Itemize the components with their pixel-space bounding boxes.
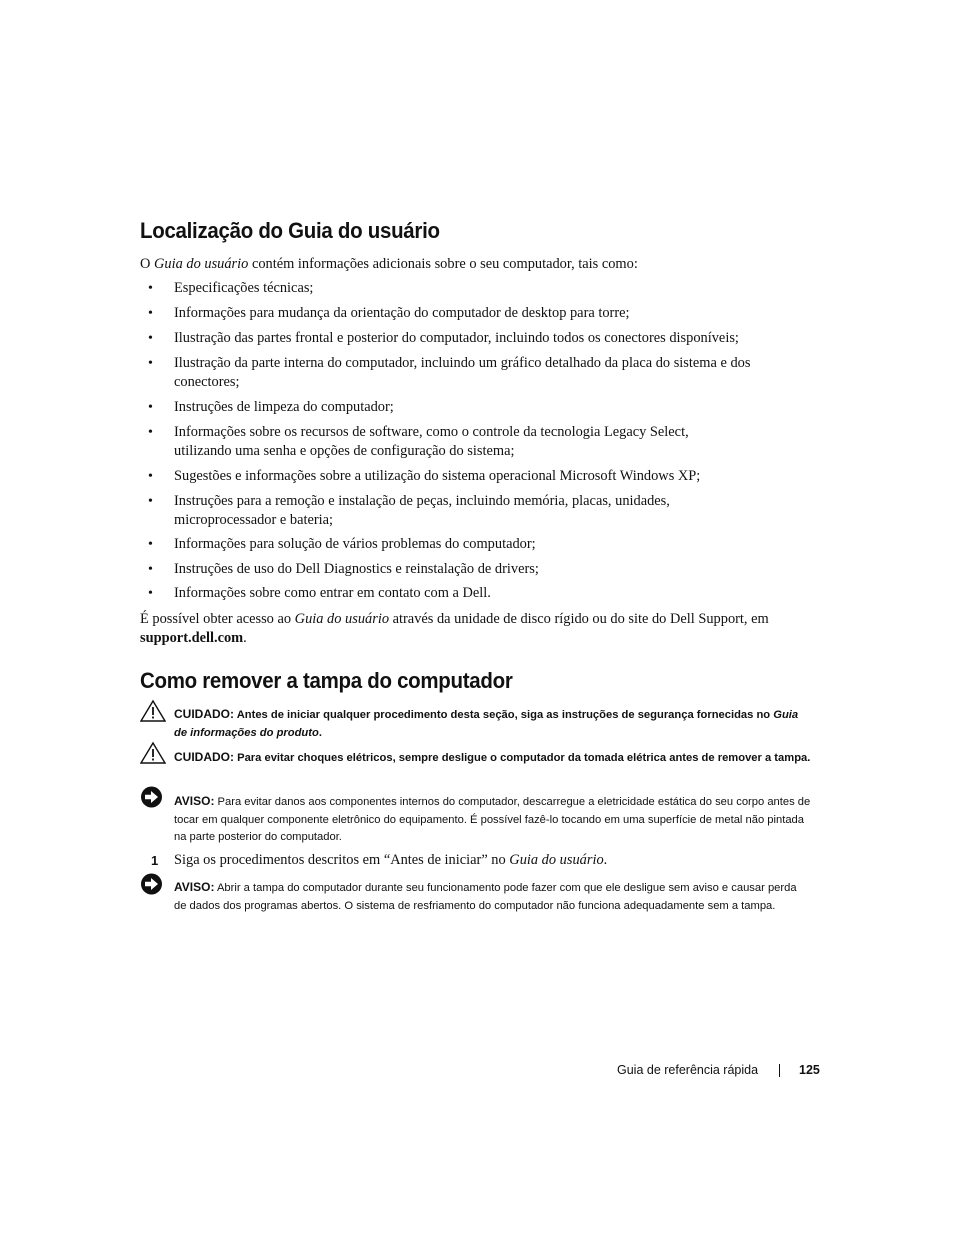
bullet-icon: • (148, 494, 153, 509)
bullet-icon: • (148, 562, 153, 577)
caution-label: CUIDADO: (174, 750, 234, 764)
caution-label: CUIDADO: (174, 707, 234, 721)
step-text (174, 851, 814, 870)
notice-text: Para evitar danos aos componentes internos do computador, descarregue a eletricidade estática do seu corpo antes de tocar em qualquer componente eletrônico do equipamento. É possível fazê-lo tocando em uma superfície de metal não pintada na parte posterior do computador. (174, 796, 811, 843)
list-item: Especificações técnicas; (174, 280, 314, 296)
list-item: Instruções de uso do Dell Diagnostics e reinstalação de drivers; (174, 561, 539, 577)
caution-note-safety (174, 706, 814, 742)
notice-static-discharge (174, 793, 814, 847)
footer-guide-title: Guia de referência rápida (617, 1063, 759, 1077)
page-number: 125 (799, 1063, 820, 1077)
bullet-icon: • (148, 306, 153, 321)
bullet-icon: • (148, 281, 153, 296)
notice-text: Abrir a tampa do computador durante seu funcionamento pode fazer com que ele desligue sem aviso e causar perda de dados dos programas abertos. O sistema de resfriamento do computador não funciona adequadamente sem a tampa. (174, 882, 797, 912)
section-title-remove-cover: Como remover a tampa do computador (140, 668, 513, 693)
closing-guide-title: Guia do usuário (294, 611, 390, 627)
list-item: Sugestões e informações sobre a utilização do sistema operacional Microsoft Windows XP; (174, 468, 701, 484)
list-item: Informações para mudança da orientação do computador de desktop para torre; (174, 305, 630, 321)
closing-post: . (243, 630, 247, 646)
bullet-icon: • (148, 356, 153, 371)
footer-separator (779, 1064, 780, 1077)
caution-note-electric-shock (174, 749, 814, 768)
support-site-link[interactable]: support.dell.com (140, 630, 244, 646)
intro-post: contém informações adicionais sobre o seu computador, tais como: (248, 256, 638, 272)
list-item: Ilustração das partes frontal e posterior do computador, incluindo todos os conectores disponíveis; (174, 330, 739, 346)
step-pre: Siga os procedimentos descritos em “Antes de iniciar” no (174, 852, 510, 868)
notice-label: AVISO: (174, 880, 215, 894)
bullet-icon: • (148, 331, 153, 346)
step-number: 1 (151, 853, 159, 868)
closing-mid: através da unidade de disco rígido ou do site do Dell Support, em (389, 611, 769, 627)
step-guide-title: Guia do usuário (509, 852, 604, 868)
list-item: Informações sobre como entrar em contato com a Dell. (174, 585, 491, 601)
bullet-icon: • (148, 469, 153, 484)
notice-label: AVISO: (174, 794, 215, 808)
bullet-icon: • (148, 425, 153, 440)
intro-pre: O (140, 256, 154, 272)
product-info-guide-title: Guia de informações do produto (174, 709, 799, 739)
notice-arrow-icon (140, 785, 166, 809)
list-item: Ilustração da parte interna do computador, incluindo um gráfico detalhado da placa do sistema e dos conectores; (174, 355, 751, 390)
intro-paragraph (140, 255, 810, 274)
list-item: Informações sobre os recursos de software, como o controle da tecnologia Legacy Select, utilizando uma senha e opções de configuração do sistema; (174, 424, 689, 459)
step-post: . (603, 852, 608, 868)
bullet-icon: • (148, 537, 153, 552)
bullet-icon: • (148, 400, 153, 415)
caution-post: . (318, 726, 322, 739)
caution-text: Antes de iniciar qualquer procedimento desta seção, siga as instruções de segurança fornecidas no (234, 709, 774, 721)
closing-pre: É possível obter acesso ao (140, 611, 295, 627)
caution-triangle-icon (140, 699, 166, 723)
intro-guide-title: Guia do usuário (154, 256, 249, 272)
closing-paragraph (140, 610, 800, 648)
caution-triangle-icon (140, 741, 166, 765)
list-item: Instruções para a remoção e instalação de peças, incluindo memória, placas, unidades, microprocessador e bateria; (174, 493, 670, 528)
list-item: Informações para solução de vários problemas do computador; (174, 536, 536, 552)
caution-text: Para evitar choques elétricos, sempre desligue o computador da tomada elétrica antes de remover a tampa. (234, 752, 811, 764)
notice-cover-open (174, 879, 799, 915)
notice-arrow-icon (140, 872, 166, 896)
bullet-icon: • (148, 586, 153, 601)
list-item: Instruções de limpeza do computador; (174, 399, 394, 415)
section-title-user-guide: Localização do Guia do usuário (140, 218, 440, 243)
